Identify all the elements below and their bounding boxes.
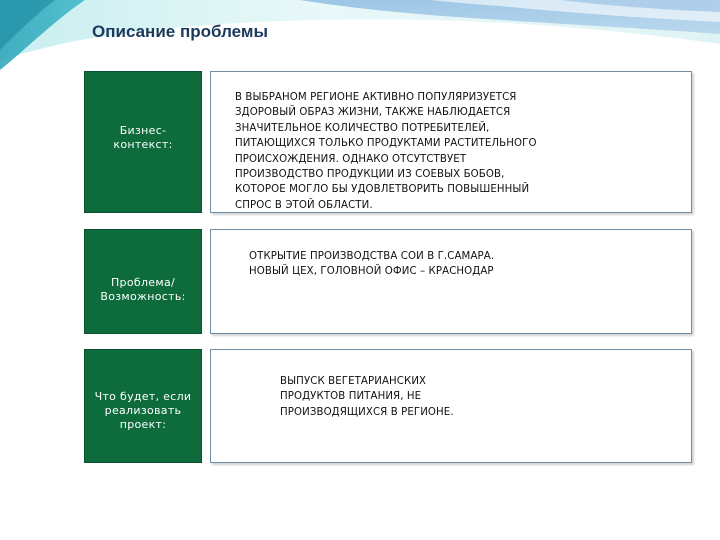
project-outcome-label: Что будет, если реализовать проект: (94, 390, 192, 431)
business-context-label: Бизнес- контекст: (113, 124, 173, 151)
problem-opportunity-label: Проблема/ Возможность: (100, 275, 186, 303)
business-context-row (84, 71, 692, 213)
business-context-content-box (210, 71, 692, 213)
problem-opportunity-content-box (210, 229, 692, 334)
problem-opportunity-row (84, 229, 692, 334)
business-context-text: В ВЫБРАНОМ РЕГИОНЕ АКТИВНО ПОПУЛЯРИЗУЕТСЯ ЗДОРОВЫЙ ОБРАЗ ЖИЗНИ, ТАКЖЕ НАБЛЮДАЕТСЯ ЗНАЧИТЕЛЬНОЕ КОЛИЧЕСТВО ПОТРЕБИТЕЛЕЙ, ПИТАЮЩИХСЯ ТОЛЬКО ПРОДУКТАМИ РАСТИТЕЛЬНОГО ПРОИСХОЖДЕНИЯ. ОДНАКО ОТСУТСТВУЕТ ПРОИЗВОДСТВО ПРОДУКЦИИ ИЗ СОЕВЫХ БОБОВ, КОТОРОЕ МОГЛО БЫ УДОВЛЕТВОРИТЬ ПОВЫШЕННЫЙ СПРОС В ЭТОЙ ОБЛАСТИ. (235, 92, 537, 211)
project-outcome-row (84, 349, 692, 463)
business-context-label-box (84, 71, 202, 213)
slide-title: Описание проблемы (92, 22, 268, 41)
problem-opportunity-text: ОТКРЫТИЕ ПРОИЗВОДСТВА СОИ В Г.САМАРА. НОВЫЙ ЦЕХ, ГОЛОВНОЙ ОФИС – КРАСНОДАР (249, 251, 495, 278)
project-outcome-content-box (210, 349, 692, 463)
problem-opportunity-label-box (84, 229, 202, 334)
project-outcome-label-box (84, 349, 202, 463)
project-outcome-text: ВЫПУСК ВЕГЕТАРИАНСКИХ ПРОДУКТОВ ПИТАНИЯ, НЕ ПРОИЗВОДЯЩИХСЯ В РЕГИОНЕ. (280, 376, 454, 418)
